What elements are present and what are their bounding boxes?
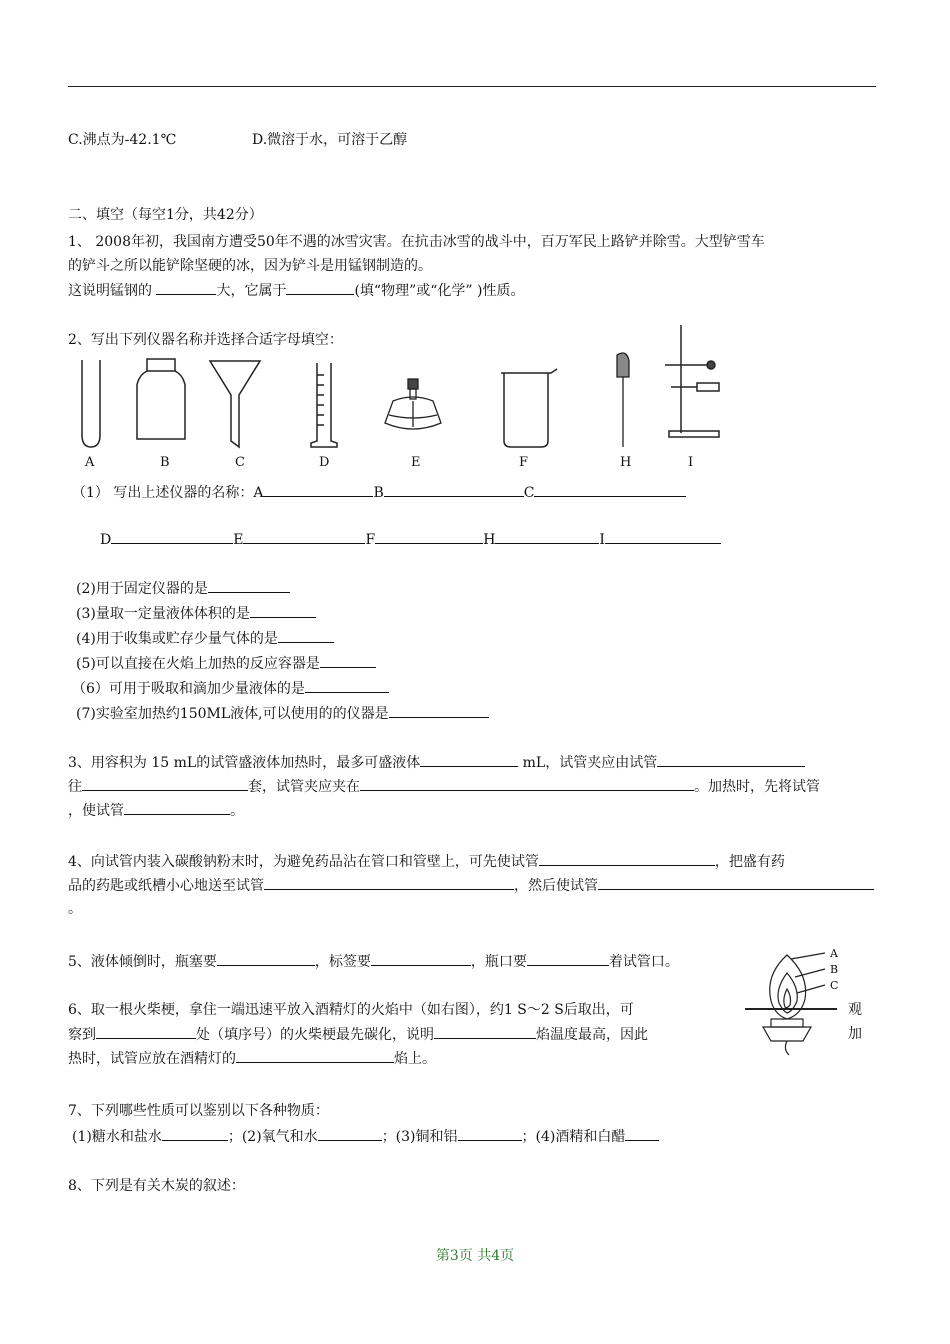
q2-p1-d: D	[100, 532, 112, 548]
q2-blank-a[interactable]	[263, 482, 373, 497]
q2-sub-5: (5)可以直接在火焰上加热的反应容器是	[76, 653, 376, 674]
q2-p1-h: H	[483, 532, 496, 548]
q7-blank-4[interactable]	[625, 1126, 659, 1141]
q7-blank-2[interactable]	[318, 1126, 382, 1141]
funnel-icon	[210, 361, 260, 447]
q2-blank-4[interactable]	[278, 628, 334, 643]
q2-intro: 2、写出下列仪器名称并选择合适字母填空：	[68, 332, 343, 348]
label-f: F	[519, 455, 529, 470]
flame-label-a: A	[830, 947, 838, 960]
label-c: C	[235, 455, 245, 470]
q3-line2: 往 套，试管夹应夹在 。加热时，先将试管	[68, 776, 820, 797]
q4-line2: 品的药匙或纸槽小心地送至试管 ，然后使试管	[68, 875, 874, 896]
graduated-cylinder-icon	[311, 363, 337, 447]
q1-text-c: (填“物理”或“化学” )性质。	[354, 283, 525, 299]
q2-blank-h[interactable]	[495, 529, 599, 544]
q2-sub-4: (4)用于收集或贮存少量气体的是	[76, 628, 334, 649]
q2-p1-c: C	[523, 485, 535, 501]
q4-blank-2[interactable]	[264, 875, 514, 890]
label-a: A	[85, 455, 95, 470]
q5-line: 5、液体倾倒时，瓶塞要 ，标签要 ，瓶口要 着试管口。	[68, 951, 679, 972]
q4-line3: 。	[68, 901, 82, 917]
q1-text-a: 这说明锰钢的	[68, 283, 152, 299]
flame-label-b: B	[830, 963, 839, 976]
q2-blank-d[interactable]	[111, 529, 233, 544]
q3-blank-4[interactable]	[360, 776, 694, 791]
q2-sub-2: (2)用于固定仪器的是	[76, 578, 290, 599]
q5-blank-3[interactable]	[527, 951, 609, 966]
q3-line1: 3、用容积为 15 mL的试管盛液体加热时，最多可盛液体 mL，试管夹应由试管	[68, 752, 805, 773]
q6-line2: 察到 处（填序号）的火柴梗最先碳化，说明 焰温度最高，因此	[68, 1024, 648, 1045]
option-d: D.微溶于水，可溶于乙醇	[252, 132, 408, 148]
flame-figure	[745, 945, 840, 1060]
q2-blank-5[interactable]	[320, 653, 376, 668]
q5-blank-2[interactable]	[371, 951, 471, 966]
q6-blank-1[interactable]	[96, 1024, 196, 1039]
q2-blank-c[interactable]	[534, 482, 686, 497]
q2-blank-i[interactable]	[605, 529, 721, 544]
q2-p1-f: F	[365, 532, 376, 548]
flame-label-c: C	[830, 979, 839, 992]
q6-line2-end: 加	[848, 1026, 862, 1042]
q1-line2: 的铲斗之所以能铲除坚硬的冰，因为铲斗是用锰钢制造的。	[68, 258, 432, 274]
q6-line3: 热时，试管应放在酒精灯的 焰上。	[68, 1048, 436, 1069]
label-d: D	[319, 455, 330, 470]
q6-line1-end: 观	[848, 1002, 862, 1018]
q3-blank-3[interactable]	[82, 776, 248, 791]
q2-p1-b: B	[373, 485, 384, 501]
q2-blank-6[interactable]	[305, 678, 389, 693]
page-footer: 第3页 共4页	[435, 1248, 515, 1264]
dropper-icon	[617, 353, 629, 447]
q2-blank-3[interactable]	[250, 603, 316, 618]
iron-stand-icon	[665, 325, 719, 437]
q2-blank-2[interactable]	[208, 578, 290, 593]
q4-line1: 4、向试管内装入碳酸钠粉末时，为避免药品沾在管口和管壁上，可先使试管 ，把盛有药	[68, 851, 785, 872]
apparatus-illustrations	[75, 355, 735, 455]
q1-line1: 1、 2008年初，我国南方遭受50年不遇的冰雪灾害。在抗击冰雪的战斗中，百万军民上路铲并除雪。大型铲雪车	[68, 234, 765, 250]
q7-blank-1[interactable]	[162, 1126, 228, 1141]
beaker-icon	[501, 369, 557, 447]
test-tube-icon	[82, 360, 100, 447]
lamp-base-icon	[763, 1027, 811, 1041]
q2-sub-7: (7)实验室加热约150ML液体,可以使用的的仪器是	[76, 703, 489, 724]
q7-intro: 7、下列哪些性质可以鉴别以下各种物质：	[68, 1103, 329, 1119]
q7-blank-3[interactable]	[458, 1126, 522, 1141]
q2-p1-prefix: （1） 写出上述仪器的名称：A	[72, 485, 264, 501]
reagent-bottle-icon	[137, 359, 185, 439]
q2-p1-line2	[100, 529, 721, 550]
q1-text-b: 大，它属于	[216, 283, 287, 299]
q6-blank-3[interactable]	[236, 1048, 394, 1063]
q4-blank-1[interactable]	[539, 851, 715, 866]
q1-blank-2[interactable]	[286, 280, 354, 295]
header-rule	[68, 86, 876, 87]
alcohol-lamp-icon	[385, 379, 441, 429]
label-b: B	[160, 455, 170, 470]
label-i: I	[688, 455, 694, 470]
q3-blank-5[interactable]	[124, 800, 230, 815]
section-heading: 二、填空（每空1分，共42分）	[68, 207, 263, 223]
q6-line1: 6、取一根火柴梗，拿住一端迅速平放入酒精灯的火焰中（如右图），约1 S～2 S后取出，可	[68, 1002, 634, 1018]
q2-sub-6: （6）可用于吸取和滴加少量液体的是	[72, 678, 389, 699]
q1-blank-1[interactable]	[156, 280, 216, 295]
label-h: H	[620, 455, 632, 470]
q3-blank-1[interactable]	[420, 752, 518, 767]
q2-blank-e[interactable]	[243, 529, 365, 544]
q2-blank-f[interactable]	[375, 529, 483, 544]
label-e: E	[411, 455, 421, 470]
q6-blank-2[interactable]	[434, 1024, 536, 1039]
q2-p1-e: E	[233, 532, 244, 548]
q7-line: (1)糖水和盐水 ；(2)氧气和水 ；(3)铜和铝 ；(4)酒精和白醋	[72, 1126, 659, 1147]
q2-blank-b[interactable]	[384, 482, 524, 497]
option-c: C.沸点为-42.1℃	[68, 132, 177, 148]
q2-sub-3: (3)量取一定量液体体积的是	[76, 603, 316, 624]
q2-blank-7[interactable]	[389, 703, 489, 718]
q8-intro: 8、下列是有关木炭的叙述：	[68, 1178, 245, 1194]
q2-p1-line1	[72, 482, 686, 503]
q4-blank-3[interactable]	[598, 875, 874, 890]
q1-line3	[68, 280, 524, 301]
q3-blank-2[interactable]	[657, 752, 805, 767]
q2-p1-i: I	[599, 532, 605, 548]
q5-blank-1[interactable]	[217, 951, 315, 966]
q3-line3: ，使试管 。	[68, 800, 244, 821]
